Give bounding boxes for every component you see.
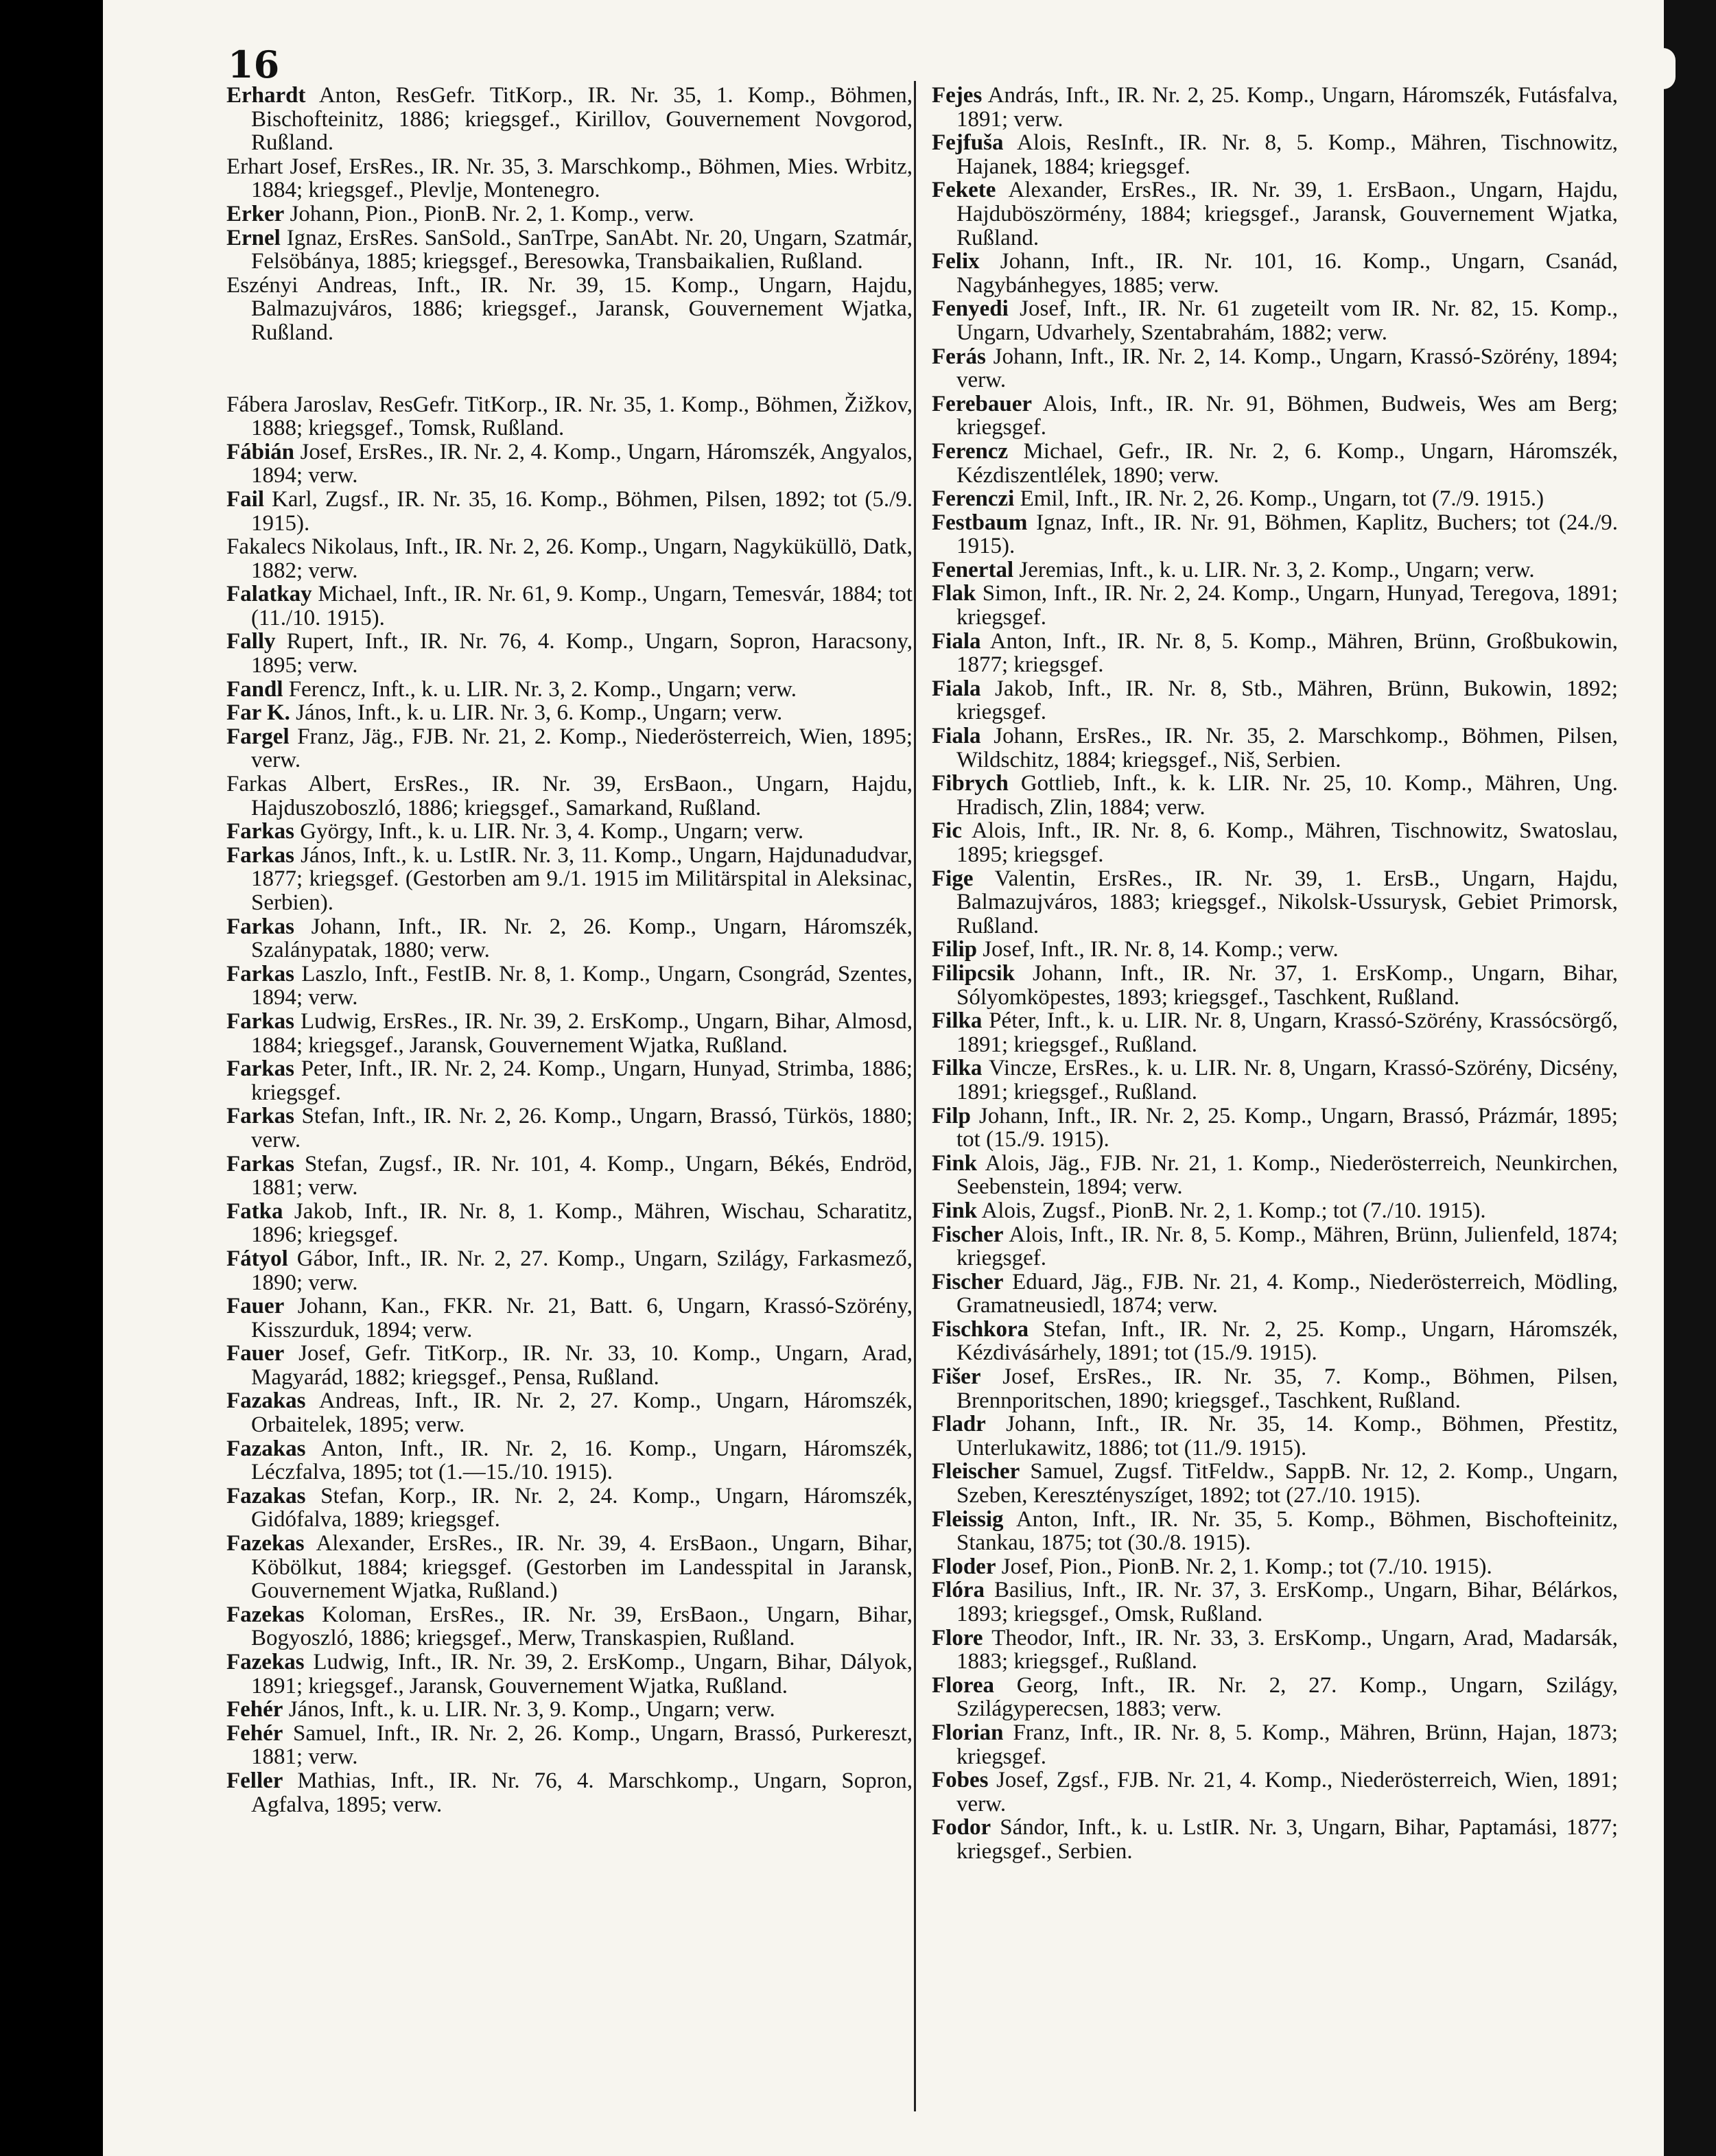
entry-details: Farkas Albert, ErsRes., IR. Nr. 39, ErsBaon., Ungarn, Hajdu, Hajduszoboszló, 1886; kriegsgef., Samarkand, Rußland. [226, 772, 913, 820]
entry-details: Josef, Inft., IR. Nr. 61 zugeteilt vom IR. Nr. 82, 15. Komp., Ungarn, Udvarhely, Szentabrahám, 1882; verw. [956, 296, 1618, 345]
entry-details: Anton, Inft., IR. Nr. 2, 16. Komp., Ungarn, Háromszék, Léczfalva, 1895; tot (1.—15./10. 1915). [251, 1436, 913, 1485]
register-entry [226, 701, 913, 725]
entry-surname: Filka [932, 1008, 983, 1034]
entry-details: János, Inft., k. u. LstIR. Nr. 3, 11. Komp., Ungarn, Hajdunadudvar, 1877; kriegsgef. (Gestorben am 9./1. 1915 im Militärspital in Aleksinac, Serbien). [251, 842, 913, 915]
register-entry [226, 844, 913, 915]
register-entry [932, 1199, 1618, 1223]
register-entry [226, 1650, 913, 1698]
entry-details: Samuel, Inft., IR. Nr. 2, 26. Komp., Ungarn, Brassó, Purkereszt, 1881; verw. [251, 1720, 913, 1770]
register-entry [932, 1816, 1618, 1863]
entry-details: Valentin, ErsRes., IR. Nr. 39, 1. ErsB., Ungarn, Hajdu, Balmazujváros, 1883; kriegsgef., Nikolsk-Ussurysk, Gebiet Primorsk, Rußland. [956, 866, 1618, 938]
register-entry [226, 1698, 913, 1722]
entry-details: Josef, ErsRes., IR. Nr. 2, 4. Komp., Ungarn, Háromszék, Angyalos, 1894; verw. [251, 439, 913, 488]
entry-details: Georg, Inft., IR. Nr. 2, 27. Komp., Ungarn, Szilágy, Szilágyperecsen, 1883; verw. [956, 1672, 1618, 1722]
register-entry [932, 677, 1618, 724]
entry-surname: Ferebauer [932, 391, 1033, 416]
register-entry [932, 392, 1618, 440]
entry-surname: Floder [932, 1554, 996, 1579]
entry-surname: Fenertal [932, 557, 1014, 582]
entry-details: Anton, ResGefr. TitKorp., IR. Nr. 35, 1. Komp., Böhmen, Bischofteinitz, 1886; kriegsgef., Kirillov, Gouvernement Novgorod, Rußland. [251, 83, 913, 156]
entry-surname: Farkas [226, 1104, 294, 1129]
register-entry [226, 488, 913, 535]
entry-details: Michael, Gefr., IR. Nr. 2, 6. Komp., Ungarn, Háromszék, Kézdiszentlélek, 1890; verw. [956, 438, 1618, 488]
register-entry [932, 1270, 1618, 1318]
entry-details: Anton, Inft., IR. Nr. 35, 5. Komp., Böhmen, Bischofteinitz, Stankau, 1875; tot (30./8. 1915). [956, 1506, 1618, 1556]
entry-surname: Fargel [226, 724, 290, 749]
entry-details: János, Inft., k. u. LIR. Nr. 3, 6. Komp., Ungarn; verw. [290, 700, 783, 726]
entry-surname: Fally [226, 629, 276, 654]
entry-surname: Fobes [932, 1768, 989, 1793]
entry-surname: Ferencz [932, 438, 1009, 464]
entry-surname: Fekete [932, 178, 996, 203]
entry-surname: Ferás [932, 344, 986, 369]
entry-details: Laszlo, Inft., FestIB. Nr. 8, 1. Komp., Ungarn, Csongrád, Szentes, 1894; verw. [251, 961, 913, 1010]
register-entry [226, 1200, 913, 1247]
register-entry [932, 1460, 1618, 1507]
entry-surname: Filip [932, 937, 978, 962]
register-entry [932, 819, 1618, 866]
entry-surname: Fail [226, 486, 264, 512]
entry-surname: Fazekas [226, 1531, 305, 1556]
entry-surname: Fábián [226, 439, 295, 464]
entry-details: Ignaz, Inft., IR. Nr. 91, Böhmen, Kaplitz, Buchers; tot (24./9. 1915). [956, 510, 1618, 559]
entry-details: Peter, Inft., IR. Nr. 2, 24. Komp., Ungarn, Hunyad, Strimba, 1886; kriegsgef. [251, 1056, 913, 1105]
entry-surname: Fischer [932, 1222, 1004, 1247]
entry-details: Simon, Inft., IR. Nr. 2, 24. Komp., Ungarn, Hunyad, Teregova, 1891; kriegsgef. [956, 581, 1618, 630]
register-entry [932, 297, 1618, 344]
entry-surname: Ernel [226, 225, 281, 250]
register-entry [932, 487, 1618, 511]
entry-surname: Fleischer [932, 1459, 1020, 1484]
register-entry [932, 772, 1618, 819]
entry-surname: Fleissig [932, 1506, 1004, 1532]
entry-surname: Fauer [226, 1341, 285, 1366]
entry-details: Ludwig, ErsRes., IR. Nr. 39, 2. ErsKomp., Ungarn, Bihar, Almosd, 1884; kriegsgef., Jaransk, Gouvernement Wjatka, Rußland. [251, 1008, 913, 1058]
register-entry [226, 1104, 913, 1152]
entry-details: Basilius, Inft., IR. Nr. 37, 3. ErsKomp., Ungarn, Bihar, Bélárkos, 1893; kriegsgef., Omsk, Rußland. [956, 1578, 1618, 1626]
register-entry [226, 1484, 913, 1532]
register-entry [932, 1365, 1618, 1412]
entry-details: Josef, ErsRes., IR. Nr. 35, 7. Komp., Böhmen, Pilsen, Brennporitschen, 1890; kriegsgef., Taschkent, Rußland. [956, 1364, 1618, 1413]
register-entry [932, 1152, 1618, 1199]
entry-surname: Fehér [226, 1697, 283, 1722]
entry-surname: Filp [932, 1103, 971, 1128]
register-entry [932, 178, 1618, 250]
entry-surname: Farkas [226, 1056, 294, 1082]
register-entry [226, 155, 913, 202]
entry-details: Franz, Inft., IR. Nr. 8, 5. Komp., Mähren, Brünn, Hajan, 1873; kriegsgef. [956, 1720, 1618, 1769]
entry-details: János, Inft., k. u. LIR. Nr. 3, 9. Komp., Ungarn; verw. [283, 1697, 775, 1722]
entry-surname: Fladr [932, 1412, 986, 1437]
left-column [226, 84, 913, 1816]
entry-details: Eduard, Jäg., FJB. Nr. 21, 4. Komp., Niederösterreich, Mödling, Gramatneusiedl, 1874; verw. [956, 1269, 1618, 1318]
register-entry [226, 1532, 913, 1603]
entry-surname: Fiala [932, 724, 981, 749]
entry-details: Johann, Inft., IR. Nr. 37, 1. ErsKomp., Ungarn, Bihar, Sólyomköpestes, 1893; kriegsgef., Taschkent, Rußland. [956, 960, 1618, 1010]
entry-surname: Fejfuša [932, 130, 1004, 156]
register-entry [226, 582, 913, 630]
register-entry [932, 1056, 1618, 1104]
register-entry [932, 1104, 1618, 1152]
entry-surname: Fink [932, 1198, 978, 1223]
entry-details: Péter, Inft., k. u. LIR. Nr. 8, Ungarn, Krassó-Szörény, Krassócsörgő, 1891; kriegsgef., Rußland. [956, 1008, 1618, 1057]
entry-surname: Fenyedi [932, 296, 1009, 322]
entry-details: Andreas, Inft., IR. Nr. 2, 27. Komp., Ungarn, Háromszék, Orbaitelek, 1895; verw. [251, 1388, 913, 1438]
register-entry [226, 202, 913, 226]
register-entry [932, 440, 1618, 487]
entry-details: Samuel, Zugsf. TitFeldw., SappB. Nr. 12, 2. Komp., Ungarn, Szeben, Keresztényszíget, 1892; tot (27./10. 1915). [956, 1459, 1618, 1508]
entry-surname: Fišer [932, 1364, 981, 1390]
entry-details: Vincze, ErsRes., k. u. LIR. Nr. 8, Ungarn, Krassó-Szörény, Dicsény, 1891; kriegsgef., Rußland. [956, 1056, 1618, 1104]
entry-details: Josef, Pion., PionB. Nr. 2, 1. Komp.; tot (7./10. 1915). [996, 1554, 1492, 1579]
register-entry [932, 1578, 1618, 1626]
page-number: 16 [228, 43, 280, 86]
entry-details: Mathias, Inft., IR. Nr. 76, 4. Marschkomp., Ungarn, Sopron, Agfalva, 1895; verw. [251, 1768, 913, 1817]
entry-details: Erhart Josef, ErsRes., IR. Nr. 35, 3. Marschkomp., Böhmen, Mies. Wrbitz, 1884; kriegsgef., Plevlje, Montenegro. [226, 154, 913, 203]
entry-details: György, Inft., k. u. LIR. Nr. 3, 4. Komp., Ungarn; verw. [294, 819, 804, 844]
right-column [932, 84, 1618, 1864]
register-entry [226, 915, 913, 962]
register-entry [226, 725, 913, 772]
entry-surname: Fatka [226, 1198, 283, 1224]
entry-details: Josef, Inft., IR. Nr. 8, 14. Komp.; verw. [977, 937, 1339, 962]
register-entry [226, 440, 913, 488]
entry-details: Anton, Inft., IR. Nr. 8, 5. Komp., Mähren, Brünn, Großbukowin, 1877; kriegsgef. [956, 628, 1618, 678]
register-entry [932, 1721, 1618, 1768]
entry-details: Fakalecs Nikolaus, Inft., IR. Nr. 2, 26. Komp., Ungarn, Nagyküküllö, Datk, 1882; verw. [226, 534, 913, 583]
column-divider [914, 81, 916, 2111]
register-entry [932, 84, 1618, 131]
register-entry [932, 345, 1618, 392]
entry-surname: Far K. [226, 700, 290, 726]
entry-details: András, Inft., IR. Nr. 2, 25. Komp., Ungarn, Háromszék, Futásfalva, 1891; verw. [956, 83, 1618, 132]
entry-details: Stefan, Inft., IR. Nr. 2, 25. Komp., Ungarn, Háromszék, Kézdivásárhely, 1891; tot (15./9. 1915). [956, 1316, 1618, 1366]
entry-details: Ignaz, ErsRes. SanSold., SanTrpe, SanAbt. Nr. 20, Ungarn, Szatmár, Felsöbánya, 1885; kriegsgef., Beresowka, Transbaikalien, Rußland. [251, 225, 913, 274]
entry-surname: Fazakas [226, 1436, 306, 1461]
entry-surname: Flore [932, 1625, 983, 1650]
register-entry [932, 962, 1618, 1009]
entry-surname: Felix [932, 249, 980, 274]
entry-details: Fábera Jaroslav, ResGefr. TitKorp., IR. Nr. 35, 1. Komp., Böhmen, Žižkov, 1888; kriegsgef., Tomsk, Rußland. [226, 392, 913, 441]
register-entry [226, 1057, 913, 1104]
entry-surname: Fazakas [226, 1483, 306, 1508]
entry-details: Alois, Inft., IR. Nr. 91, Böhmen, Budweis, Wes am Berg; kriegsgef. [956, 391, 1618, 440]
register-entry [226, 226, 913, 274]
entry-surname: Fige [932, 866, 974, 891]
entry-details: Josef, Gefr. TitKorp., IR. Nr. 33, 10. Komp., Ungarn, Arad, Magyarád, 1882; kriegsgef., Pensa, Rußland. [251, 1341, 913, 1390]
register-entry [226, 1722, 913, 1769]
entry-surname: Florea [932, 1672, 995, 1698]
entry-details: Alois, Inft., IR. Nr. 8, 6. Komp., Mähren, Tischnowitz, Swatoslau, 1895; kriegsgef. [956, 818, 1618, 867]
entry-details: Alois, Zugsf., PionB. Nr. 2, 1. Komp.; tot (7./10. 1915). [977, 1198, 1486, 1223]
entry-surname: Feller [226, 1768, 283, 1793]
entry-surname: Fischer [932, 1269, 1004, 1294]
register-entry [932, 724, 1618, 772]
entry-surname: Fiala [932, 628, 981, 654]
entry-surname: Festbaum [932, 510, 1028, 535]
entry-surname: Fodor [932, 1815, 991, 1840]
entry-details: Theodor, Inft., IR. Nr. 33, 3. ErsKomp., Ungarn, Arad, Madarsák, 1883; kriegsgef., Rußland. [956, 1625, 1618, 1674]
entry-details: Stefan, Korp., IR. Nr. 2, 24. Komp., Ungarn, Háromszék, Gidófalva, 1889; kriegsgef. [251, 1483, 913, 1532]
entry-details: Alois, Inft., IR. Nr. 8, 5. Komp., Mähren, Brünn, Julienfeld, 1874; kriegsgef. [956, 1222, 1618, 1271]
register-entry [932, 630, 1618, 677]
register-entry [226, 1603, 913, 1650]
register-entry [932, 250, 1618, 297]
entry-surname: Fazakas [226, 1388, 306, 1414]
register-entry [932, 1223, 1618, 1270]
register-entry [226, 535, 913, 582]
register-entry [226, 1342, 913, 1389]
register-entry [226, 84, 913, 155]
entry-details: Emil, Inft., IR. Nr. 2, 26. Komp., Ungarn, tot (7./9. 1915.) [1014, 486, 1544, 512]
section-gap [226, 345, 913, 393]
entry-details: Karl, Zugsf., IR. Nr. 35, 16. Komp., Böhmen, Pilsen, 1892; tot (5./9. 1915). [251, 486, 913, 536]
entry-surname: Farkas [226, 842, 294, 868]
entry-surname: Flak [932, 581, 976, 606]
entry-surname: Fink [932, 1150, 978, 1176]
entry-surname: Farkas [226, 1151, 294, 1176]
register-entry [932, 1626, 1618, 1674]
binding-mark [1663, 48, 1676, 89]
register-entry [932, 1674, 1618, 1721]
register-entry [226, 772, 913, 820]
entry-details: Johann, Pion., PionB. Nr. 2, 1. Komp., verw. [284, 201, 694, 226]
register-entry [932, 1508, 1618, 1555]
register-entry [932, 1555, 1618, 1579]
entry-surname: Filipcsik [932, 960, 1015, 986]
entry-surname: Fiala [932, 676, 981, 701]
entry-surname: Falatkay [226, 582, 312, 607]
entry-surname: Flóra [932, 1578, 985, 1603]
entry-details: Koloman, ErsRes., IR. Nr. 39, ErsBaon., Ungarn, Bihar, Bogyoszló, 1886; kriegsgef., Merw, Transkaspien, Rußland. [251, 1602, 913, 1651]
entry-surname: Fic [932, 818, 962, 844]
entry-details: Johann, ErsRes., IR. Nr. 35, 2. Marschkomp., Böhmen, Pilsen, Wildschitz, 1884; kriegsgef., Niš, Serbien. [956, 724, 1618, 772]
entry-details: Alexander, ErsRes., IR. Nr. 39, 1. ErsBaon., Ungarn, Hajdu, Hajduböszörmény, 1884; kriegsgef., Jaransk, Gouvernement Wjatka, Rußland. [956, 178, 1618, 250]
register-entry [226, 393, 913, 440]
register-entry [226, 1769, 913, 1816]
register-entry [226, 1389, 913, 1436]
entry-surname: Ferenczi [932, 486, 1015, 512]
entry-surname: Fauer [226, 1294, 285, 1319]
register-entry [932, 131, 1618, 178]
entry-details: Johann, Inft., IR. Nr. 2, 25. Komp., Ungarn, Brassó, Prázmár, 1895; tot (15./9. 1915). [956, 1103, 1618, 1152]
entry-details: Alexander, ErsRes., IR. Nr. 39, 4. ErsBaon., Ungarn, Bihar, Köbölkut, 1884; kriegsgef. (Gestorben im Landesspital in Jaransk, Gouvernement Wjatka, Rußland.) [251, 1531, 913, 1604]
entry-details: Alois, ResInft., IR. Nr. 8, 5. Komp., Mähren, Tischnowitz, Hajanek, 1884; kriegsgef. [956, 130, 1618, 179]
register-entry [226, 1247, 913, 1294]
entry-details: Jeremias, Inft., k. u. LIR. Nr. 3, 2. Komp., Ungarn; verw. [1013, 557, 1535, 582]
register-entry [226, 1294, 913, 1342]
entry-surname: Farkas [226, 1008, 294, 1034]
entry-details: Alois, Jäg., FJB. Nr. 21, 1. Komp., Niederösterreich, Neunkirchen, Seebenstein, 1894; verw. [956, 1150, 1618, 1200]
register-entry [932, 558, 1618, 582]
entry-details: Sándor, Inft., k. u. LstIR. Nr. 3, Ungarn, Bihar, Paptamási, 1877; kriegsgef., Serbien. [956, 1815, 1618, 1864]
entry-surname: Fischkora [932, 1316, 1029, 1342]
register-entry [226, 962, 913, 1010]
entry-surname: Fazekas [226, 1650, 305, 1674]
entry-surname: Fejes [932, 83, 983, 108]
entry-details: Johann, Inft., IR. Nr. 35, 14. Komp., Böhmen, Přestitz, Unterlukawitz, 1886; tot (11./9. 1915). [956, 1412, 1618, 1460]
entry-surname: Florian [932, 1720, 1004, 1745]
register-entry [932, 1768, 1618, 1816]
entry-details: Gottlieb, Inft., k. k. LIR. Nr. 25, 10. Komp., Mähren, Ung. Hradisch, Zlin, 1884; verw. [956, 771, 1618, 820]
entry-details: Josef, Zgsf., FJB. Nr. 21, 4. Komp., Niederösterreich, Wien, 1891; verw. [956, 1768, 1618, 1816]
entry-surname: Fehér [226, 1720, 283, 1746]
entry-details: Rupert, Inft., IR. Nr. 76, 4. Komp., Ungarn, Sopron, Haracsony, 1895; verw. [251, 629, 913, 678]
entry-surname: Filka [932, 1056, 983, 1081]
entry-surname: Farkas [226, 819, 294, 844]
register-entry [226, 1152, 913, 1200]
entry-surname: Fátyol [226, 1246, 288, 1271]
entry-details: Ludwig, Inft., IR. Nr. 39, 2. ErsKomp., Ungarn, Bihar, Dályok, 1891; kriegsgef., Jaransk, Gouvernement Wjatka, Rußland. [251, 1650, 913, 1698]
entry-details: Johann, Inft., IR. Nr. 101, 16. Komp., Ungarn, Csanád, Nagybánhegyes, 1885; verw. [956, 249, 1618, 298]
entry-details: Johann, Inft., IR. Nr. 2, 26. Komp., Ungarn, Háromszék, Szalánypatak, 1880; verw. [251, 914, 913, 963]
register-entry [932, 1412, 1618, 1460]
register-entry [932, 582, 1618, 629]
entry-details: Eszényi Andreas, Inft., IR. Nr. 39, 15. Komp., Ungarn, Hajdu, Balmazujváros, 1886; kriegsgef., Jaransk, Gouvernement Wjatka, Rußland. [226, 272, 913, 345]
register-entry [932, 1009, 1618, 1056]
register-entry [226, 1010, 913, 1057]
entry-surname: Fazekas [226, 1602, 305, 1627]
register-entry [226, 274, 913, 345]
register-entry [932, 1318, 1618, 1365]
entry-surname: Erhardt [226, 83, 306, 108]
entry-details: Michael, Inft., IR. Nr. 61, 9. Komp., Ungarn, Temesvár, 1884; tot (11./10. 1915). [251, 582, 913, 630]
entry-surname: Erker [226, 201, 285, 226]
entry-details: Johann, Inft., IR. Nr. 2, 14. Komp., Ungarn, Krassó-Szörény, 1894; verw. [956, 344, 1618, 393]
entry-details: Stefan, Inft., IR. Nr. 2, 26. Komp., Ungarn, Brassó, Türkös, 1880; verw. [251, 1104, 913, 1152]
register-entry [226, 630, 913, 677]
scan-edge [1664, 0, 1716, 2156]
entry-surname: Farkas [226, 914, 294, 939]
register-entry [932, 938, 1618, 962]
entry-details: Franz, Jäg., FJB. Nr. 21, 2. Komp., Niederösterreich, Wien, 1895; verw. [251, 724, 913, 773]
entry-details: Jakob, Inft., IR. Nr. 8, 1. Komp., Mähren, Wischau, Scharatitz, 1896; kriegsgef. [251, 1198, 913, 1248]
entry-details: Stefan, Zugsf., IR. Nr. 101, 4. Komp., Ungarn, Békés, Endröd, 1881; verw. [251, 1151, 913, 1200]
entry-surname: Fandl [226, 676, 283, 702]
entry-details: Jakob, Inft., IR. Nr. 8, Stb., Mähren, Brünn, Bukowin, 1892; kriegsgef. [956, 676, 1618, 725]
register-entry [932, 867, 1618, 938]
entry-surname: Fibrych [932, 771, 1009, 796]
register-entry [226, 1437, 913, 1484]
entry-details: Ferencz, Inft., k. u. LIR. Nr. 3, 2. Komp., Ungarn; verw. [283, 676, 797, 702]
register-entry [932, 511, 1618, 558]
entry-details: Gábor, Inft., IR. Nr. 2, 27. Komp., Ungarn, Szilágy, Farkasmező, 1890; verw. [251, 1246, 913, 1295]
register-entry [226, 678, 913, 702]
register-entry [226, 820, 913, 844]
entry-surname: Farkas [226, 961, 294, 986]
entry-details: Johann, Kan., FKR. Nr. 21, Batt. 6, Ungarn, Krassó-Szörény, Kisszurduk, 1894; verw. [251, 1294, 913, 1342]
